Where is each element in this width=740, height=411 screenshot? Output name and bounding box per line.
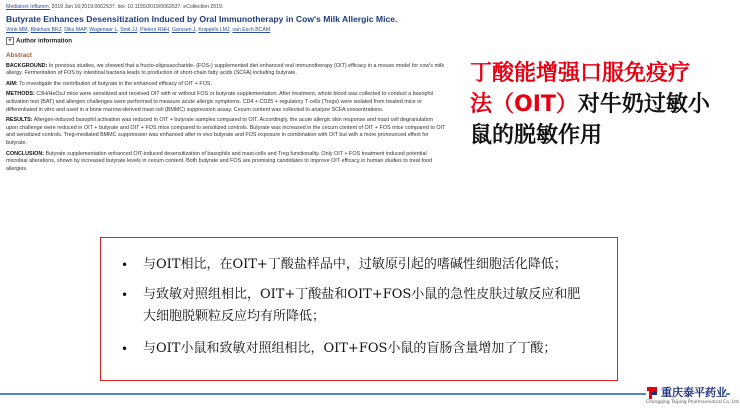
section-label: RESULTS: — [6, 117, 33, 124]
bullet-dot: • — [121, 258, 129, 272]
section-label: METHODS: — [6, 91, 35, 98]
logo-company-english: Chongqing Taiping Pharmaceutical Co.,Ltd. — [646, 400, 740, 405]
journal-link[interactable]: Mediators Inflamm. — [6, 4, 51, 10]
abstract-section — [6, 81, 446, 89]
section-text: Allergen-induced basophil activation was reduced in OIT + butyrate samples compared to OIT. Accordingly, the acute allergic skin response and mast cell degranulation upon challenge were reduced in OIT + butyrate and OIT + FOS mice compared to sensitized controls. Butyrate was increased in the cecum content of OIT + FOS mice compared to OIT and sensitized controls. Treg-mediated BMMC suppression was enhanced after in vivo butyrate and FOS exposure in combination with OIT but with a more pronounced effect for butyrate. — [6, 117, 446, 146]
chinese-title — [470, 58, 722, 151]
paper-title: Butyrate Enhances Desensitization Induced by Oral Immunotherapy in Cow's Milk Allergic Mice. — [6, 14, 398, 24]
expand-plus-icon[interactable]: + — [6, 37, 14, 45]
abstract-body — [6, 63, 446, 174]
summary-bullet-2-text-line2: 大细胞脱颗粒反应均有所降低； — [143, 309, 326, 324]
author-link[interactable]: Diks MAP — [64, 27, 87, 33]
logo-company-name: 重庆泰平药业 — [661, 386, 727, 399]
section-label: AIM: — [6, 80, 18, 87]
section-text: C3H/HeOuJ mice were sensitized and received OIT with or without FOS or butyrate supplementation. After treatment, whole blood was collected to conduct a basophil activation test (BAT) and allergen challenges were performed to measure acute allergic symptoms. CD4 + CD25 + regulatory T cells (Tregs) were isolated from treated mice or differentiated in vitro and used in a bone marrow-derived mast cell (BMMC) suppression assay. Cecum content was collected to analyze SCFA concentrations. — [6, 91, 433, 113]
chinese-title-line2-red: 法（OIT） — [470, 92, 578, 117]
section-text: Butyrate supplementation enhanced OIT-induced desensitization of basophils and mast cells and Treg functionality. Only OIT + FOS treatment induced potential microbial alterations, shown by increased butyrate levels in cecum content. Both butyrate and FOS are promising candidates to improve OIT efficacy in human studies to treat food allergies. — [6, 150, 433, 172]
company-logo — [646, 383, 740, 409]
summary-bullet-1 — [121, 254, 567, 276]
author-link[interactable]: Pieters RHH — [140, 27, 169, 33]
section-label: CONCLUSION: — [6, 150, 45, 157]
summary-bullet-3-text: 与OIT小鼠和致敏对照组相比，OIT+FOS小鼠的盲肠含量增加了丁酸； — [143, 341, 557, 356]
author-link[interactable]: Blokhuis BRJ — [30, 27, 62, 33]
author-information-toggle[interactable] — [6, 37, 446, 46]
author-link[interactable]: Vonk MM — [6, 27, 28, 33]
summary-box — [100, 237, 618, 381]
section-label: BACKGROUND: — [6, 62, 48, 69]
journal-citation — [6, 4, 446, 11]
journal-details: 2019 Jan 16;2019:0062537. doi: 10.1155/2019/0062537. eCollection 2019. — [50, 4, 224, 10]
abstract-section — [6, 63, 446, 78]
abstract-heading: Abstract — [6, 51, 32, 59]
chinese-title-line1: 丁酸能增强口服免疫疗 — [470, 61, 691, 86]
summary-bullet-3 — [121, 338, 557, 360]
author-link[interactable]: Wagenaar L — [89, 27, 118, 33]
summary-bullet-1-text: 与OIT相比，在OIT+丁酸盐样品中，过敏原引起的嗜碱性细胞活化降低； — [143, 257, 567, 272]
section-text: To investigate the contribution of butyrate in the enhanced efficacy of OIT + FOS. — [17, 80, 213, 87]
footer-divider — [0, 393, 730, 395]
author-information-label: Author information — [16, 37, 73, 45]
bullet-dot: • — [121, 342, 129, 356]
logo-mark-icon — [646, 386, 658, 400]
chinese-title-line2-black: 对牛奶过敏小 — [577, 92, 710, 117]
chinese-title-line3: 鼠的脱敏作用 — [470, 123, 603, 148]
author-link[interactable]: van Esch BCAM — [232, 27, 271, 33]
abstract-section — [6, 117, 446, 147]
abstract-section — [6, 91, 446, 114]
author-link[interactable]: Knippels LMJ — [198, 27, 230, 33]
section-text: In previous studies, we showed that a fructo-oligosaccharide- (FOS-) supplemented diet enhanced oral immunotherapy (OIT) efficacy in a mouse model for cow's milk allergy. Fermentation of FOS by intestinal bacteria leads to production of short-chain fatty acids (SCFA) including butyrate. — [6, 62, 445, 77]
summary-bullet-2-text-line1: 与致敏对照组相比，OIT+丁酸盐和OIT+FOS小鼠的急性皮肤过敏反应和肥 — [143, 287, 581, 302]
bullet-dot: • — [121, 288, 129, 302]
author-link[interactable]: Smit JJ — [120, 27, 138, 33]
author-list: Vonk MM, Blokhuis BRJ, Diks MAP, Wagenaar L, Smit JJ, Pieters RHH, Garssen J, Knippels LMJ, van Esch BCAM — [6, 27, 271, 33]
paper-abstract-snippet — [6, 4, 446, 236]
summary-bullet-2 — [121, 284, 581, 328]
author-link[interactable]: Garssen J — [171, 27, 196, 33]
abstract-section — [6, 151, 446, 174]
